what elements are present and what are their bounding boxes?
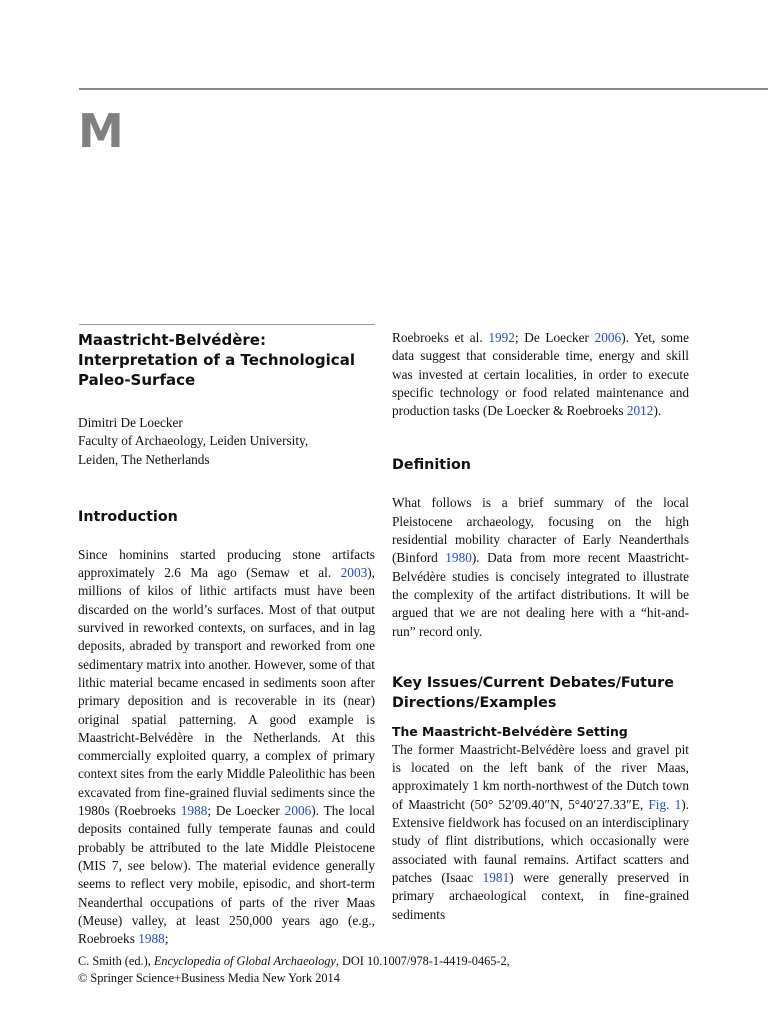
citation-link[interactable]: 2006: [284, 803, 312, 819]
introduction-paragraph: Since hominins started producing stone artifacts approximately 2.6 Ma ago (Semaw et al. 2003), millions of kilos of lithic artifacts must have been discarded on the world’s surfaces. Most of that output survived in reworked contexts, on surfaces, and in lag deposits, abraded by transport and reworked from one sedimentary matrix into another. However, some of that lithic material became encased in sediments soon after primary deposition and is recoverable in its (near) original spatial patterning. A good example is Maastricht-Belvédère in the Netherlands. At this commercially exploited quarry, a complex of primary context sites from the early Middle Paleolithic has been excavated from fine-grained fluvial sediments since the 1980s (Roebroeks 1988; De Loecker 2006). The local deposits contained fully temperate faunas and could probably be attributed to the late Middle Pleistocene (MIS 7, see below). The material evidence generally seems to reflect very mobile, episodic, and short-term Neanderthal occupations of parts of the river Maas (Meuse) valley, at least 250,000 years ago (e.g., Roebroeks 1988;: [78, 546, 375, 947]
section-letter: M: [78, 104, 124, 158]
definition-paragraph: What follows is a brief summary of the local Pleistocene archaeology, focusing on the high residential mobility character of Early Neanderthals (Binford 1980). Data from more recent Maastricht-Belvédère studies is concisely integrated to illustrate the complexity of the artifact distributions. It will be argued that we are not dealing here with a “hit-and-run” record only.: [392, 495, 689, 639]
figure-link[interactable]: Fig. 1: [648, 796, 682, 812]
right-column: [392, 329, 689, 924]
definition-heading: Definition: [392, 457, 471, 474]
author-affiliation: Faculty of Archaeology, Leiden University,: [78, 433, 309, 449]
title-rule: [79, 324, 375, 325]
citation-link[interactable]: 2012: [626, 403, 654, 419]
citation-link[interactable]: 1980: [445, 550, 472, 566]
copyright-line: © Springer Science+Business Media New York 2014: [78, 970, 340, 985]
left-column: [78, 329, 375, 948]
citation-link[interactable]: 1988: [138, 931, 165, 947]
author-block: [78, 414, 375, 469]
continuation-paragraph: Roebroeks et al. 1992; De Loecker 2006). Yet, some data suggest that considerable time, energy and skill was invested at certain localities, in order to execute specific technology or food related maintenance and production tasks (De Loecker & Roebroeks 2012).: [392, 330, 690, 419]
citation-link[interactable]: 1992: [488, 330, 515, 345]
citation-link[interactable]: 2006: [594, 330, 622, 345]
page-footer: [78, 953, 678, 986]
citation-link[interactable]: 1988: [180, 803, 208, 819]
introduction-heading: Introduction: [78, 508, 178, 525]
setting-paragraph: The former Maastricht-Belvédère loess and gravel pit is located on the left bank of the river Maas, approximately 1 km north-northwest of the Dutch town of Maastricht (50° 52′09.40″N, 5°40′27.33″E, Fig. 1). Extensive fieldwork has focused on an interdisciplinary study of flint distributions, which occasionally were associated with faunal remains. Artifact scatters and patches (Isaac 1981) were generally preserved in primary archaeological context, in fine-grained sediments: [392, 741, 689, 922]
author-name: Dimitri De Loecker: [78, 415, 183, 430]
article-title: Maastricht-Belvédère: Interpretation of a Technological Paleo-Surface: [78, 331, 355, 389]
key-issues-heading: Key Issues/Current Debates/Future Directions/Examples: [392, 674, 674, 711]
top-rule: [79, 88, 768, 90]
citation-link[interactable]: 2003: [340, 565, 368, 581]
citation-line: C. Smith (ed.), Encyclopedia of Global Archaeology, DOI 10.1007/978-1-4419-0465-2,: [78, 954, 510, 968]
book-title: Encyclopedia of Global Archaeology: [153, 954, 336, 968]
setting-subheading: The Maastricht-Belvédère Setting: [392, 723, 628, 739]
author-location: Leiden, The Netherlands: [78, 451, 210, 467]
citation-link[interactable]: 1981: [482, 869, 510, 885]
